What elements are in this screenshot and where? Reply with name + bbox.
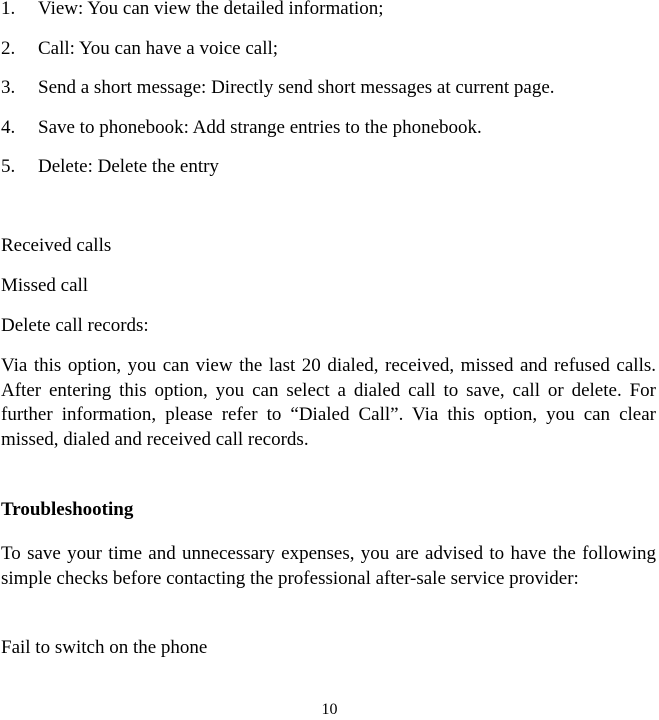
list-item-number: 3.: [1, 77, 16, 98]
list-item-text: Delete: Delete the entry: [38, 156, 219, 177]
troubleshooting-heading: Troubleshooting: [1, 499, 134, 520]
list-item-number: 5.: [1, 156, 16, 177]
troubleshooting-intro-paragraph: To save your time and unnecessary expenses, you are advised to have the following simple checks before contacting the professional after-sale service provider:: [1, 543, 656, 589]
missed-call-heading: Missed call: [1, 275, 89, 296]
list-item-number: 1.: [1, 0, 16, 19]
received-calls-heading: Received calls: [1, 235, 112, 256]
list-item-text: Call: You can have a voice call;: [38, 38, 279, 59]
list-item-number: 2.: [1, 38, 16, 59]
list-item-text: Save to phonebook: Add strange entries to the phonebook.: [38, 117, 482, 138]
delete-call-records-paragraph: Via this option, you can view the last 20 dialed, received, missed and refused calls. After entering this option, you can select a dialed call to save, call or delete. For further information, please refer to “Dialed Call”. Via this option, you can clear missed, dialed and received call records.: [1, 355, 656, 450]
list-item-text: Send a short message: Directly send short messages at current page.: [38, 77, 555, 98]
list-item-text: View: You can view the detailed information;: [38, 0, 384, 19]
page-number: 10: [321, 701, 338, 718]
delete-call-records-heading: Delete call records:: [1, 315, 149, 336]
fail-to-switch-on-heading: Fail to switch on the phone: [1, 637, 208, 658]
list-item-number: 4.: [1, 117, 16, 138]
